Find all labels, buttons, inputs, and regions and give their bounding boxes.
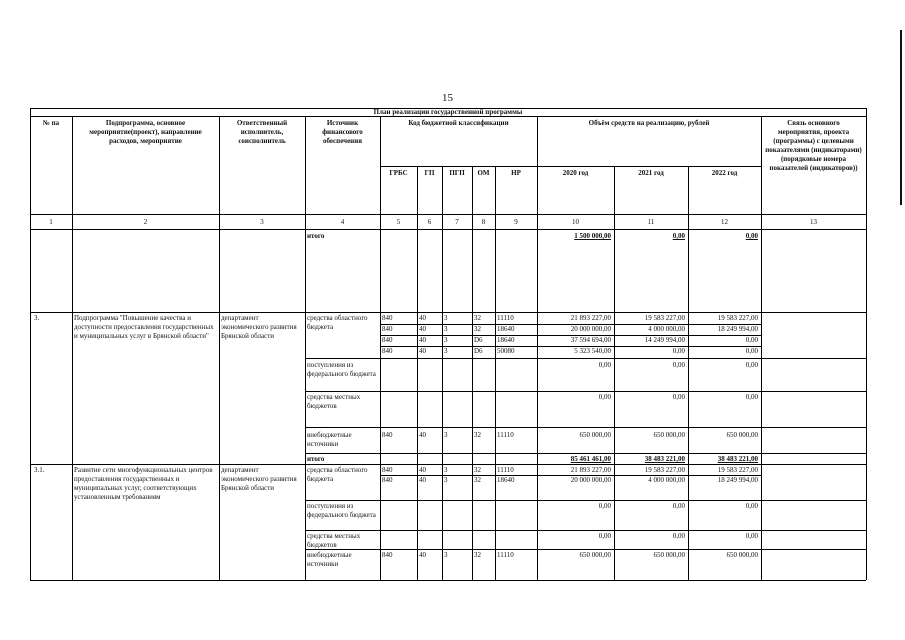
section-border — [30, 312, 866, 313]
amount-cell: 20 000 000,00 — [570, 476, 611, 484]
code-cell: 3 — [444, 431, 448, 439]
header-subprogram: Подпрограмма, основное мероприятие(проект), направление расходов, мероприятие — [89, 119, 202, 145]
row-number: 3. — [34, 314, 40, 322]
code-cell: 40 — [419, 466, 426, 474]
amount-cell: 19 583 227,00 — [717, 466, 758, 474]
code-cell: 40 — [419, 551, 426, 559]
code-cell: 840 — [382, 336, 393, 344]
header-pgp: ПГП — [449, 169, 465, 177]
code-cell: 3 — [444, 466, 448, 474]
column-number: 4 — [340, 218, 345, 226]
amount-cell: 19 583 227,00 — [644, 314, 685, 322]
itogo-value: 1 500 000,00 — [574, 232, 611, 240]
code-cell: 840 — [382, 325, 393, 333]
code-cell: 32 — [474, 551, 481, 559]
amount-cell: 0,00 — [745, 361, 758, 369]
source-extra: внебюджетные источники — [307, 431, 352, 448]
code-cell: 32 — [474, 466, 481, 474]
column-number: 13 — [810, 218, 817, 226]
header-source: Источник финансового обеспечения — [322, 119, 363, 145]
grid-line — [305, 427, 866, 428]
table-bottom-border — [30, 580, 866, 581]
column-number: 6 — [427, 218, 432, 226]
code-cell: 3 — [444, 336, 448, 344]
amount-cell: 0,00 — [672, 393, 685, 401]
code-cell: D6 — [474, 347, 483, 355]
executor-name: департамент экономического развития Брянской области — [221, 314, 297, 340]
column-number: 12 — [721, 218, 728, 226]
header-gp: ГП — [424, 169, 435, 177]
code-cell: 11110 — [497, 431, 514, 439]
amount-cell: 650 000,00 — [579, 431, 611, 439]
code-cell: 40 — [419, 314, 426, 322]
subprogram-name: Подпрограмма "Повышение качества и доступности предоставления государственных и муниципальных услуг в Брянской области" — [74, 314, 214, 340]
code-cell: 18640 — [497, 336, 515, 344]
grid-line — [380, 346, 761, 347]
code-cell: 840 — [382, 466, 393, 474]
amount-cell: 38 483 221,00 — [717, 455, 758, 463]
code-cell: 3 — [444, 325, 448, 333]
code-cell: 11110 — [497, 551, 514, 559]
amount-cell: 650 000,00 — [726, 551, 758, 559]
code-cell: 840 — [382, 347, 393, 355]
itogo-value: 0,00 — [745, 232, 758, 240]
code-cell: 3 — [444, 314, 448, 322]
code-cell: 32 — [474, 314, 481, 322]
code-cell: 3 — [444, 347, 448, 355]
amount-cell: 0,00 — [598, 393, 611, 401]
amount-cell: 4 000 000,00 — [648, 325, 685, 333]
code-cell: 18640 — [497, 476, 515, 484]
column-number: 8 — [481, 218, 486, 226]
column-number: 5 — [396, 218, 401, 226]
grid-line — [305, 500, 866, 501]
page-edge-line — [900, 30, 902, 205]
amount-cell: 0,00 — [745, 347, 758, 355]
amount-cell: 0,00 — [745, 502, 758, 510]
grid-line — [305, 549, 866, 550]
table-title: План реализации государственной программы — [373, 108, 523, 116]
source-local: средства местных бюджетов — [307, 393, 361, 410]
subheader-border — [380, 166, 761, 167]
amount-cell: 650 000,00 — [579, 551, 611, 559]
grid-line — [72, 116, 73, 580]
amount-cell: 650 000,00 — [726, 431, 758, 439]
itogo-label: итого — [307, 455, 325, 463]
amount-cell: 0,00 — [672, 347, 685, 355]
source-regional: средства областного бюджета — [307, 466, 368, 483]
header-code-group: Код бюджетной классификации — [408, 119, 509, 127]
grid-line — [688, 166, 689, 580]
code-cell: 32 — [474, 476, 481, 484]
code-cell: 11110 — [497, 314, 514, 322]
code-cell: 840 — [382, 314, 393, 322]
executor-name: департамент экономического развития Брянской области — [221, 466, 297, 492]
header-grbs: ГРБС — [389, 169, 408, 177]
amount-cell: 0,00 — [672, 361, 685, 369]
amount-cell: 0,00 — [672, 502, 685, 510]
amount-cell: 85 461 461,00 — [570, 455, 611, 463]
code-cell: 40 — [419, 347, 426, 355]
header-indicators: Связь основного мероприятия, проекта (программы) с целевыми показателями (индикаторами) (порядковые номера показателей (индикаторов)) — [765, 119, 862, 172]
code-cell: 50080 — [497, 347, 515, 355]
grid-line — [495, 166, 496, 580]
code-cell: 840 — [382, 551, 393, 559]
grid-line — [380, 116, 381, 580]
grid-line — [305, 530, 866, 531]
amount-cell: 0,00 — [745, 393, 758, 401]
amount-cell: 0,00 — [598, 532, 611, 540]
table-left-border — [30, 108, 31, 580]
column-number: 3 — [260, 218, 264, 226]
header-executor: Ответственный исполнитель, соисполнитель — [236, 119, 288, 145]
amount-cell: 18 249 994,00 — [717, 476, 758, 484]
source-federal: поступления из федерального бюджета — [307, 361, 376, 378]
amount-cell: 18 249 994,00 — [717, 325, 758, 333]
section-border — [30, 464, 866, 465]
code-cell: 40 — [419, 325, 426, 333]
code-cell: 18640 — [497, 325, 515, 333]
code-cell: D6 — [474, 336, 483, 344]
header-nr: НР — [511, 169, 521, 177]
code-cell: 3 — [444, 551, 448, 559]
grid-line — [219, 116, 220, 580]
amount-cell: 19 583 227,00 — [644, 466, 685, 474]
itogo-value: 0,00 — [672, 232, 685, 240]
grid-line — [442, 166, 443, 580]
grid-line — [305, 116, 306, 580]
grid-line — [614, 166, 615, 580]
amount-cell: 38 483 221,00 — [644, 455, 685, 463]
header-2022: 2022 год — [711, 169, 738, 177]
amount-cell: 19 583 227,00 — [717, 314, 758, 322]
source-federal: поступления из федерального бюджета — [307, 502, 376, 519]
amount-cell: 0,00 — [745, 336, 758, 344]
column-number: 10 — [572, 218, 579, 226]
amount-cell: 5 323 540,00 — [574, 347, 611, 355]
grid-line — [380, 324, 761, 325]
grid-line — [305, 358, 866, 359]
header-2021: 2021 год — [638, 169, 664, 177]
code-cell: 840 — [382, 431, 393, 439]
header-num: № па — [42, 119, 60, 127]
source-local: средства местных бюджетов — [307, 532, 361, 549]
code-cell: 40 — [419, 476, 426, 484]
page-number: 15 — [442, 92, 453, 104]
grid-line — [380, 475, 761, 476]
amount-cell: 21 893 227,00 — [570, 466, 611, 474]
grid-line — [380, 335, 761, 336]
amount-cell: 650 000,00 — [653, 551, 685, 559]
grid-line — [472, 166, 473, 580]
code-cell: 840 — [382, 476, 393, 484]
amount-cell: 4 000 000,00 — [648, 476, 685, 484]
row-number: 3.1. — [34, 466, 45, 474]
source-regional: средства областного бюджета — [307, 314, 368, 331]
amount-cell: 0,00 — [598, 361, 611, 369]
grid-line — [417, 166, 418, 580]
header-amount-group: Объём средств на реализацию, рублей — [588, 119, 710, 127]
column-number: 9 — [514, 218, 518, 226]
header-bottom-border — [30, 214, 866, 215]
column-number: 2 — [143, 218, 148, 226]
header-2020: 2020 год — [562, 169, 589, 177]
header-om: ОМ — [477, 169, 490, 177]
amount-cell: 0,00 — [745, 532, 758, 540]
column-number: 7 — [455, 218, 459, 226]
table-right-border — [866, 108, 867, 580]
amount-cell: 20 000 000,00 — [570, 325, 611, 333]
grid-line — [305, 391, 866, 392]
column-number: 1 — [49, 218, 53, 226]
amount-cell: 14 249 994,00 — [644, 336, 685, 344]
code-cell: 3 — [444, 476, 448, 484]
amount-cell: 21 893 227,00 — [570, 314, 611, 322]
itogo-label: итого — [307, 232, 325, 240]
code-cell: 32 — [474, 325, 481, 333]
amount-cell: 0,00 — [672, 532, 685, 540]
amount-cell: 0,00 — [598, 502, 611, 510]
code-cell: 32 — [474, 431, 481, 439]
column-number: 11 — [647, 218, 655, 226]
code-cell: 11110 — [497, 466, 514, 474]
amount-cell: 650 000,00 — [653, 431, 685, 439]
grid-line — [305, 453, 866, 454]
code-cell: 40 — [419, 431, 426, 439]
measure-name: Развитие сети многофункциональных центров предоставления государственных и муниципальных услуг, соответствующих установленным требованиям — [74, 466, 213, 501]
amount-cell: 37 594 694,00 — [570, 336, 611, 344]
code-cell: 40 — [419, 336, 426, 344]
colnum-row-border — [30, 229, 866, 230]
grid-line — [761, 116, 762, 580]
source-extra: внебюджетные источники — [307, 551, 352, 568]
